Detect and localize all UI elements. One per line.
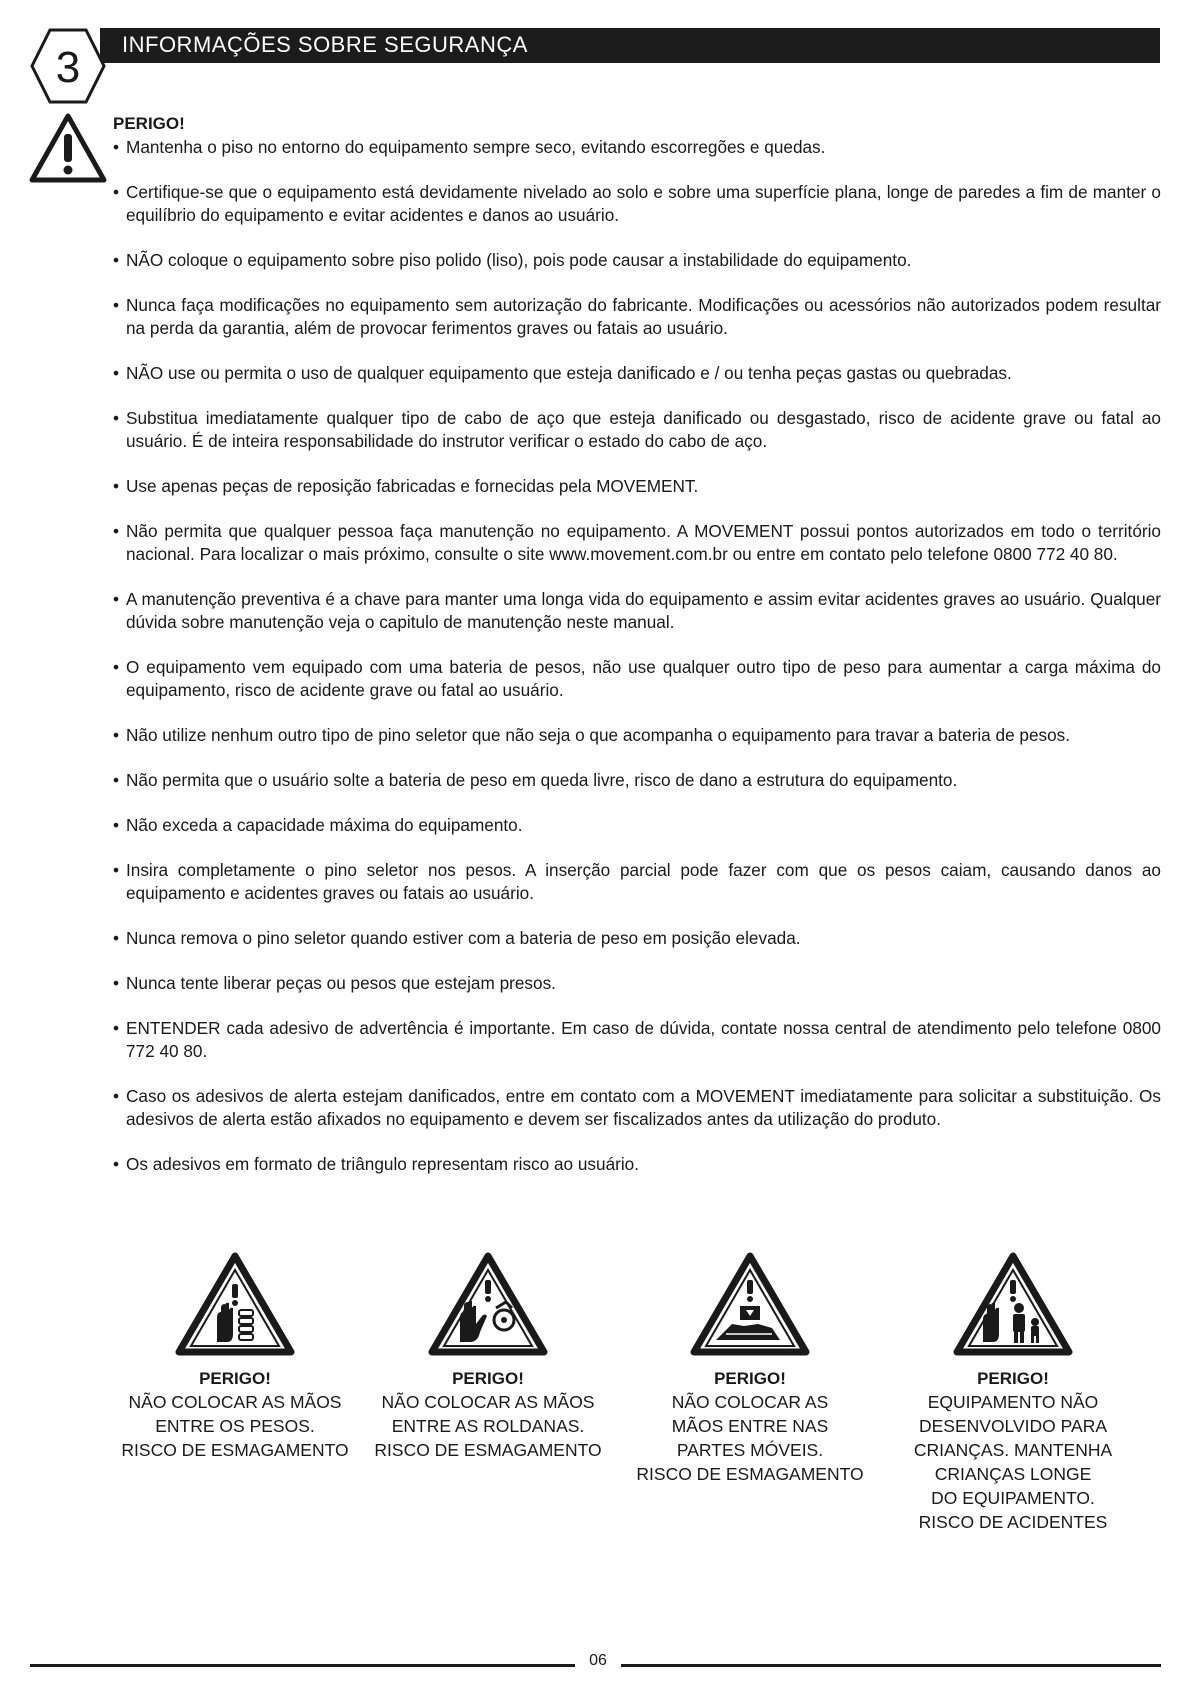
warning-sign [110, 1250, 360, 1462]
sign-title: PERIGO! [452, 1369, 524, 1388]
safety-item: • Não utilize nenhum outro tipo de pino seletor que não seja o que acompanha o equipamento para travar a bateria de pesos. [113, 724, 1161, 747]
safety-item: • Mantenha o piso no entorno do equipamento sempre seco, evitando escorregões e quedas. [113, 136, 1161, 159]
sign-title: PERIGO! [977, 1369, 1049, 1388]
hand-moving-parts-crush-icon [688, 1250, 812, 1360]
warning-sign [625, 1250, 875, 1486]
sign-text: NÃO COLOCAR AS MÃOS ENTRE OS PESOS. RISCO DE ESMAGAMENTO [121, 1392, 349, 1460]
hand-pulley-crush-icon [426, 1250, 550, 1360]
safety-item: • Certifique-se que o equipamento está devidamente nivelado ao solo e sobre uma superfície plana, longe de paredes a fim de manter o equilíbrio do equipamento e evitar acidentes e danos ao usuário. [113, 181, 1161, 227]
safety-item: • Caso os adesivos de alerta estejam danificados, entre em contato com a MOVEMENT imediatamente para solicitar a substituição. Os adesivos de alerta estão afixados no equipamento e devem ser fiscalizados antes da utilização do produto. [113, 1085, 1161, 1131]
sign-text: NÃO COLOCAR AS MÃOS ENTRE AS ROLDANAS. RISCO DE ESMAGAMENTO [374, 1392, 602, 1460]
safety-item: • O equipamento vem equipado com uma bateria de pesos, não use qualquer outro tipo de peso para aumentar a carga máxima do equipamento, risco de acidente grave ou fatal ao usuário. [113, 656, 1161, 702]
safety-item: • NÃO use ou permita o uso de qualquer equipamento que esteja danificado e / ou tenha peças gastas ou quebradas. [113, 362, 1161, 385]
section-title: INFORMAÇÕES SOBRE SEGURANÇA [122, 32, 528, 57]
safety-item: • Não permita que o usuário solte a bateria de peso em queda livre, risco de dano a estrutura do equipamento. [113, 769, 1161, 792]
safety-item: • Os adesivos em formato de triângulo representam risco ao usuário. [113, 1153, 1161, 1176]
sign-title: PERIGO! [714, 1369, 786, 1388]
warning-triangle-icon [28, 112, 108, 184]
warning-sign [363, 1250, 613, 1462]
safety-item: • Insira completamente o pino seletor nos pesos. A inserção parcial pode fazer com que os pesos caiam, causando danos ao equipamento e acidentes graves ou fatais ao usuário. [113, 859, 1161, 905]
warning-signs-row [110, 1250, 1165, 1550]
safety-item: • ENTENDER cada adesivo de advertência é importante. Em caso de dúvida, contate nossa central de atendimento pelo telefone 0800 772 40 80. [113, 1017, 1161, 1063]
safety-item: • A manutenção preventiva é a chave para manter uma longa vida do equipamento e assim evitar acidentes graves ao usuário. Qualquer dúvida sobre manutenção veja o capitulo de manutenção neste manual. [113, 588, 1161, 634]
footer-rule-right [621, 1664, 1161, 1667]
danger-heading: PERIGO! [113, 114, 185, 133]
sign-text: EQUIPAMENTO NÃO DESENVOLVIDO PARA CRIANÇAS. MANTENHA CRIANÇAS LONGE DO EQUIPAMENTO. RISCO DE ACIDENTES [913, 1392, 1113, 1532]
sign-text: NÃO COLOCAR AS MÃOS ENTRE NAS PARTES MÓVEIS. RISCO DE ESMAGAMENTO [636, 1392, 864, 1484]
safety-item: • Não exceda a capacidade máxima do equipamento. [113, 814, 1161, 837]
safety-item: • Nunca remova o pino seletor quando estiver com a bateria de peso em posição elevada. [113, 927, 1161, 950]
keep-children-away-icon [951, 1250, 1075, 1360]
safety-item: • Use apenas peças de reposição fabricadas e fornecidas pela MOVEMENT. [113, 475, 1161, 498]
safety-list [113, 136, 1161, 1198]
safety-item: • Nunca tente liberar peças ou pesos que estejam presos. [113, 972, 1161, 995]
hand-weights-crush-icon [173, 1250, 297, 1360]
section-number: 3 [55, 43, 81, 92]
section-number-badge [28, 26, 108, 106]
sign-title: PERIGO! [199, 1369, 271, 1388]
footer-rule-left [30, 1664, 575, 1667]
safety-item: • Substitua imediatamente qualquer tipo de cabo de aço que esteja danificado ou desgastado, risco de acidente grave ou fatal ao usuário. É de inteira responsabilidade do instrutor verificar o estado do cabo de aço. [113, 407, 1161, 453]
warning-sign [888, 1250, 1138, 1534]
safety-item: • Nunca faça modificações no equipamento sem autorização do fabricante. Modificações ou acessórios não autorizados podem resultar na perda da garantia, além de provocar ferimentos graves ou fatais ao usuário. [113, 294, 1161, 340]
safety-item: • NÃO coloque o equipamento sobre piso polido (liso), pois pode causar a instabilidade do equipamento. [113, 249, 1161, 272]
page-number: 06 [589, 1652, 607, 1669]
safety-item: • Não permita que qualquer pessoa faça manutenção no equipamento. A MOVEMENT possui pontos autorizados em todo o território nacional. Para localizar o mais próximo, consulte o site www.movement.com.br ou entre em contato pelo telefone 0800 772 40 80. [113, 520, 1161, 566]
